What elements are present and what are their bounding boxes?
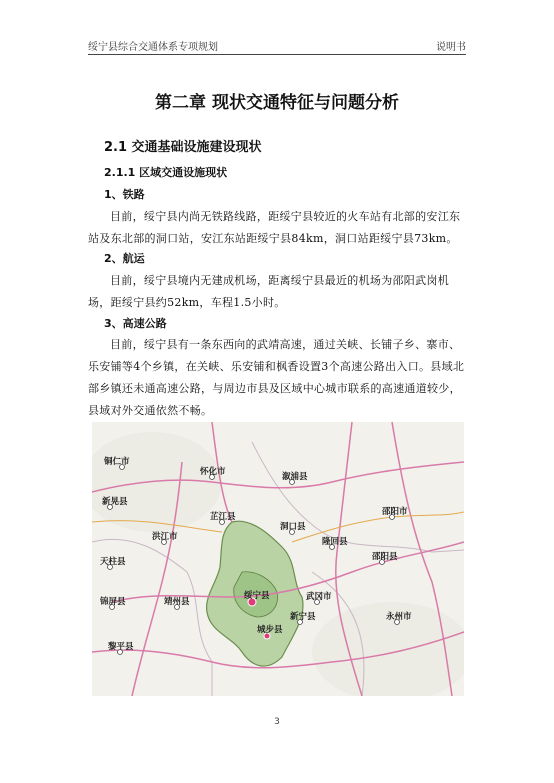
map-label-longhui: 隆回县 <box>322 537 348 547</box>
map-label-shaoyang-county: 邵阳县 <box>372 552 398 562</box>
aviation-paragraph: 目前，绥宁县境内无建成机场，距离绥宁县最近的机场为邵阳武岗机场，距绥宁县约52km，车程1.5小时。 <box>88 274 449 309</box>
section-title: 2.1 交通基础设施建设现状 <box>104 140 262 155</box>
chapter-title: 第二章 现状交通特征与问题分析 <box>155 93 399 113</box>
subsection-title: 2.1.1 区域交通设施现状 <box>104 166 228 179</box>
map-label-jingzhou: 靖州县 <box>164 597 190 607</box>
page-header <box>88 38 466 54</box>
map-label-suining: 绥宁县 <box>244 591 270 601</box>
map-graphic <box>92 422 464 696</box>
map-label-jinping: 锦屏县 <box>100 597 126 607</box>
map-label-yongzhou: 永州市 <box>386 612 412 622</box>
map-label-xinning: 新宁县 <box>290 612 316 622</box>
map-label-hongjiang: 洪江市 <box>152 532 178 542</box>
regional-traffic-map <box>92 422 464 696</box>
aviation-heading: 2、航运 <box>104 252 145 265</box>
map-label-tianzhu: 天柱县 <box>100 557 126 567</box>
header-document-type: 说明书 <box>436 42 466 53</box>
railway-heading: 1、铁路 <box>104 188 145 201</box>
map-label-xupu: 溆浦县 <box>282 472 308 482</box>
expressway-heading: 3、高速公路 <box>104 317 167 330</box>
map-label-chengbu: 城步县 <box>257 625 283 635</box>
map-label-zhijiang: 芷江县 <box>210 512 236 522</box>
expressway-paragraph: 目前，绥宁县有一条东西向的武靖高速，通过关峡、长铺子乡、寨市、乐安铺等4个乡镇，在关峡、乐安铺和枫香设置3个高速公路出入口。县域北部乡镇还未通高速公路，与周边市县及区域中心城市联系的高速通道较少，县域对外交通依然不畅。 <box>88 338 465 417</box>
map-label-huaihua: 怀化市 <box>200 467 226 477</box>
map-label-tongren: 铜仁市 <box>104 457 130 467</box>
map-label-xinhuang: 新晃县 <box>102 497 128 507</box>
page-number: 3 <box>274 717 280 727</box>
header-document-title: 绥宁县综合交通体系专项规划 <box>88 42 218 53</box>
map-label-dongkou: 洞口县 <box>280 522 306 532</box>
map-label-shaoyang-city: 邵阳市 <box>382 507 408 517</box>
header-divider <box>88 54 466 55</box>
map-label-wugang: 武冈市 <box>306 592 332 602</box>
map-label-liping: 黎平县 <box>108 642 134 652</box>
railway-paragraph: 目前，绥宁县内尚无铁路线路，距绥宁县较近的火车站有北部的安江东站及东北部的洞口站，安江东站距绥宁县84km，洞口站距绥宁县73km。 <box>88 210 461 245</box>
